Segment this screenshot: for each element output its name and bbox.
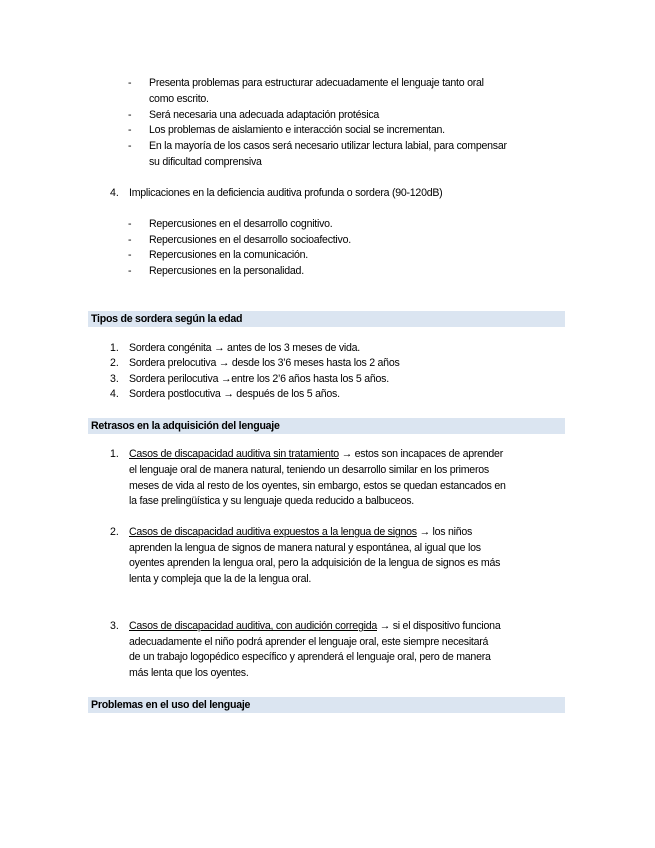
case-text: adecuadamente el niño podrá aprender el lenguaje oral, este siempre necesitará — [129, 636, 489, 648]
bullet-text: En la mayoría de los casos será necesario utilizar lectura labial, para compensar — [149, 140, 507, 152]
bullet-text: Los problemas de aislamiento e interacción social se incrementan. — [149, 124, 445, 136]
list-number: 4. — [110, 388, 119, 400]
case-title: Casos de discapacidad auditiva sin tratamiento — [129, 448, 339, 460]
list-number: 3. — [110, 620, 119, 632]
case-text: → los niños — [416, 526, 473, 538]
bullet-text: Será necesaria una adecuada adaptación protésica — [149, 109, 380, 121]
list-number: 1. — [110, 342, 119, 354]
dash-bullet: - — [128, 234, 132, 246]
section-heading-retrasos — [88, 418, 565, 434]
case-text: → estos son incapaces de aprender — [338, 448, 503, 460]
case-title: Casos de discapacidad auditiva, con audición corregida — [129, 620, 377, 632]
section-heading-text: Tipos de sordera según la edad — [91, 313, 243, 325]
dash-bullet: - — [128, 218, 132, 230]
case-text: de un trabajo logopédico específico y aprenderá el lenguaje oral, pero de manera — [129, 651, 491, 663]
dash-bullet: - — [128, 109, 132, 121]
section-heading-text: Retrasos en la adquisición del lenguaje — [91, 420, 280, 432]
bullet-text: Repercusiones en el desarrollo socioafectivo. — [149, 234, 351, 246]
list-number: 3. — [110, 373, 119, 385]
list-number: 4. — [110, 187, 119, 199]
section-heading-problemas — [88, 697, 565, 713]
bullet-text: como escrito. — [149, 93, 209, 105]
list-number: 1. — [110, 448, 119, 460]
dash-bullet: - — [128, 265, 132, 277]
list-item-text: Sordera perilocutiva →entre los 2’6 años hasta los 5 años. — [129, 373, 389, 385]
case-text: la fase prelingüística y su lenguaje queda reducido a balbuceos. — [129, 495, 414, 507]
case-title: Casos de discapacidad auditiva expuestos a la lengua de signos — [129, 526, 417, 538]
bullet-text: Repercusiones en la comunicación. — [149, 249, 308, 261]
section-heading-text: Problemas en el uso del lenguaje — [91, 699, 251, 711]
case-text: meses de vida al resto de los oyentes, sin embargo, estos se quedan estancados en — [129, 480, 506, 492]
list-item-text: Implicaciones en la deficiencia auditiva profunda o sordera (90-120dB) — [129, 187, 443, 199]
case-text: oyentes aprenden la lengua oral, pero la adquisición de la lengua de signos es más — [129, 557, 501, 569]
list-item-first-line — [129, 447, 503, 463]
case-text: aprenden la lengua de signos de manera natural y espontánea, al igual que los — [129, 542, 481, 554]
list-item-first-line — [129, 619, 500, 635]
list-item-text: Sordera congénita → antes de los 3 meses de vida. — [129, 342, 360, 354]
list-number: 2. — [110, 526, 119, 538]
list-item-text: Sordera postlocutiva → después de los 5 años. — [129, 388, 340, 400]
dash-bullet: - — [128, 140, 132, 152]
bullet-text: Repercusiones en el desarrollo cognitivo. — [149, 218, 333, 230]
case-text: el lenguaje oral de manera natural, teniendo un desarrollo similar en los primeros — [129, 464, 489, 476]
case-text: lenta y compleja que la de la lengua oral. — [129, 573, 312, 585]
bullet-text: su dificultad comprensiva — [149, 156, 262, 168]
case-text: más lenta que los oyentes. — [129, 667, 249, 679]
list-item-text: Sordera prelocutiva → desde los 3’6 meses hasta los 2 años — [129, 357, 400, 369]
dash-bullet: - — [128, 77, 132, 89]
bullet-text: Repercusiones en la personalidad. — [149, 265, 304, 277]
dash-bullet: - — [128, 249, 132, 261]
case-text: → si el dispositivo funciona — [376, 620, 501, 632]
bullet-text: Presenta problemas para estructurar adecuadamente el lenguaje tanto oral — [149, 77, 484, 89]
dash-bullet: - — [128, 124, 132, 136]
list-item-first-line — [129, 525, 472, 541]
list-number: 2. — [110, 357, 119, 369]
section-heading-tipos — [88, 311, 565, 327]
